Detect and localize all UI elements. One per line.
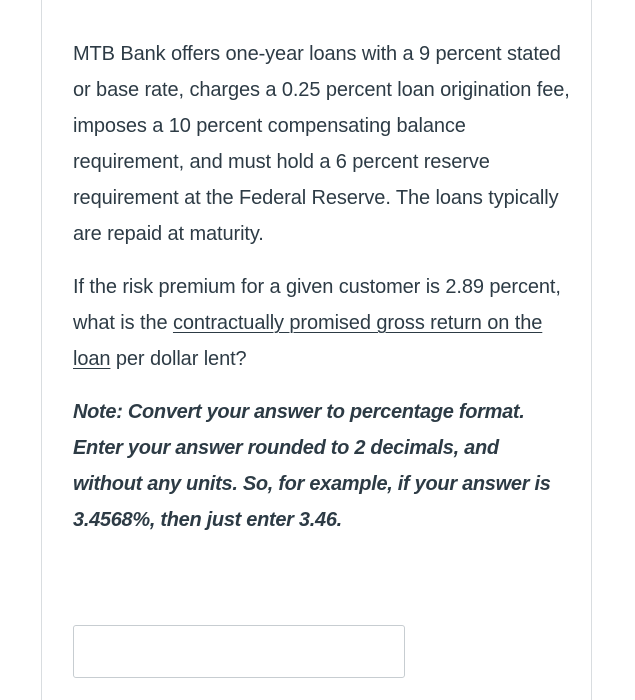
question-card (41, 0, 592, 700)
question-content (73, 36, 573, 555)
question-text-prefix: If the risk premium for a given customer is 2.89 percent, what is the (73, 276, 561, 334)
underlined-term: contractually promised gross return on the loan (73, 312, 543, 370)
question-paragraph-2 (73, 269, 573, 377)
answer-input[interactable] (73, 625, 405, 678)
answer-format-note: Note: Convert your answer to percentage format. Enter your answer rounded to 2 decimals, and without any units. So, for example, if your answer is 3.4568%, then just enter 3.46. (73, 401, 551, 531)
question-text-suffix: per dollar lent? (110, 348, 247, 370)
question-paragraph-1: MTB Bank offers one-year loans with a 9 percent stated or base rate, charges a 0.25 percent loan origination fee, imposes a 10 percent compensating balance requirement, and must hold a 6 percent reserve requirement at the Federal Reserve. The loans typically are repaid at maturity. (73, 43, 570, 245)
